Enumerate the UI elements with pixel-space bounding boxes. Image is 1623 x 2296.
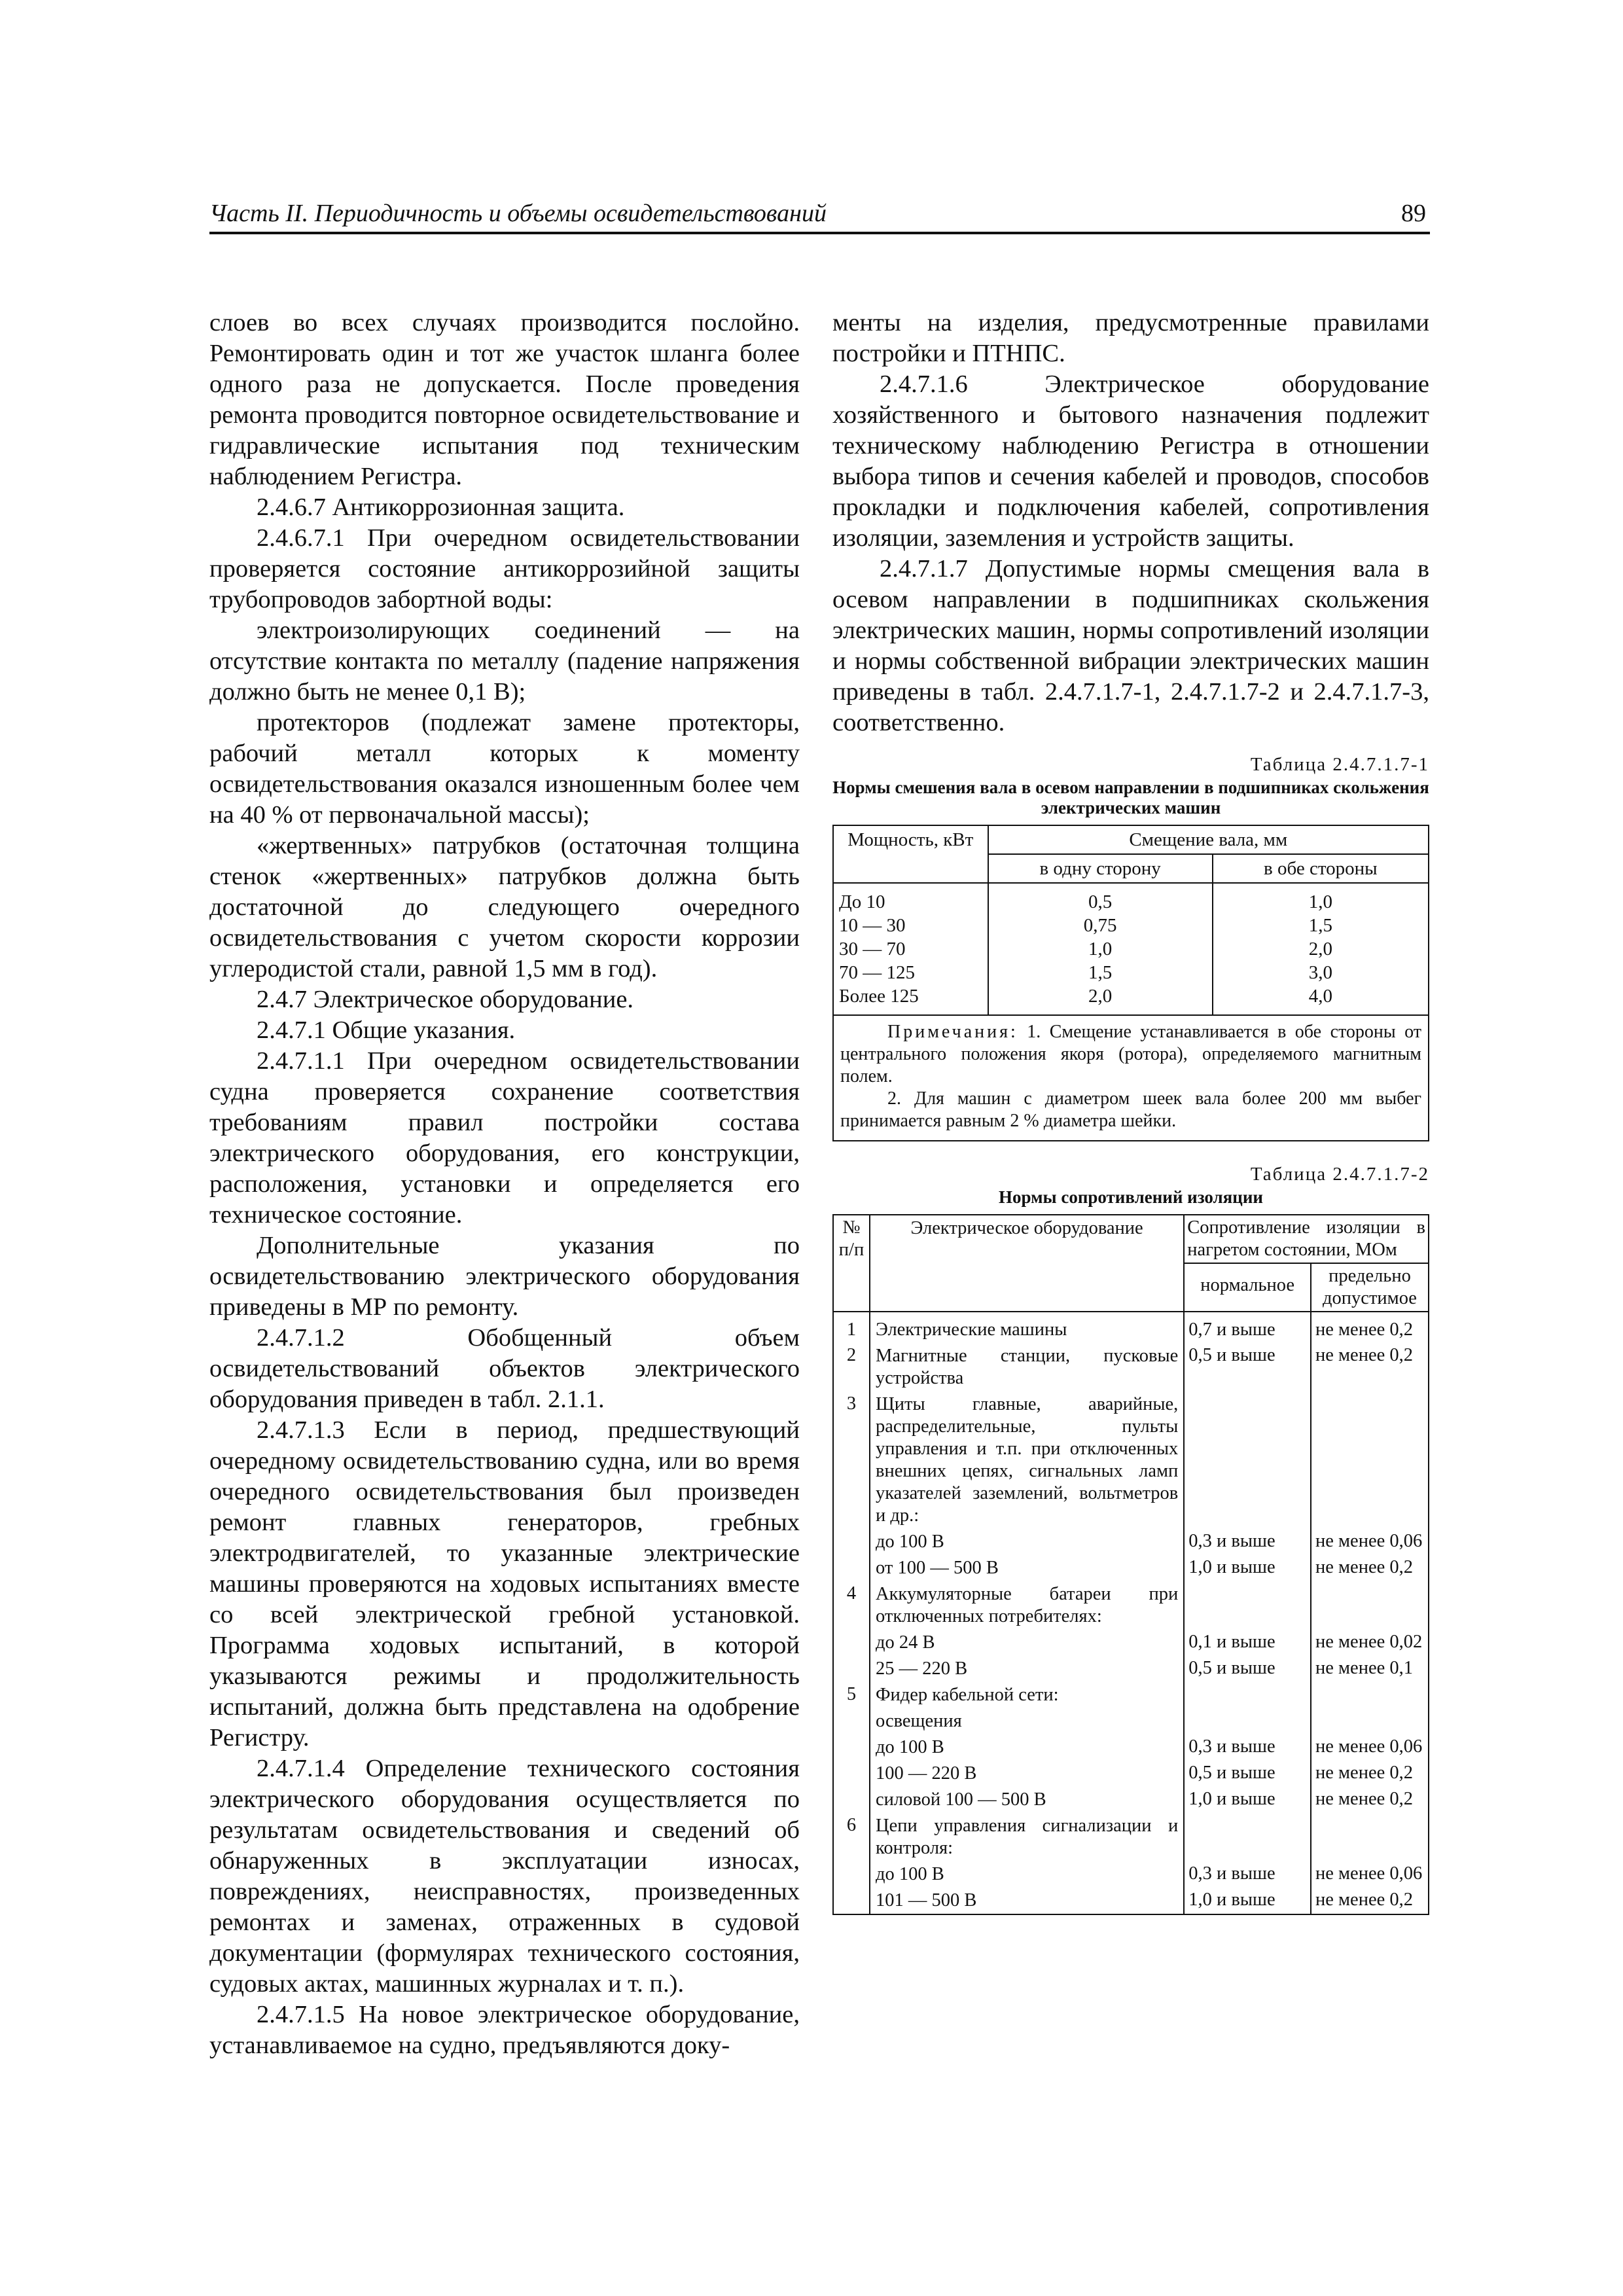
table-cell — [833, 1761, 870, 1787]
table-cell — [1311, 1813, 1429, 1861]
paragraph — [209, 1230, 800, 1323]
table-cell: 2,0 — [988, 984, 1213, 1015]
table-row — [833, 1581, 1429, 1630]
table-cell: 10 — 30 — [833, 914, 988, 937]
table2-header-equipment: Электрическое оборудование — [870, 1215, 1184, 1312]
paragraph-text: При очередном освидетельствовании проверяется состояние антикоррозийной защиты трубопроводов забортной воды: — [209, 524, 800, 613]
paragraph — [209, 523, 800, 615]
table1-notes — [833, 1015, 1429, 1141]
right-paragraphs — [832, 308, 1429, 738]
table-cell — [833, 1630, 870, 1656]
table-cell: Цепи управления сигнализации и контроля: — [870, 1813, 1184, 1861]
table-row — [833, 1682, 1429, 1708]
table-cell: 1,5 — [988, 961, 1213, 984]
table-cell: 1,0 и выше — [1184, 1787, 1311, 1813]
table-cell: 4 — [833, 1581, 870, 1630]
paragraph — [209, 615, 800, 708]
table-cell — [1311, 1682, 1429, 1708]
paragraph-text: Обобщенный объем освидетельствований объектов электрического оборудования приведен в табл. 2.1.1. — [209, 1324, 800, 1413]
table-row — [833, 883, 1429, 914]
table2-title: Нормы сопротивлений изоляции — [999, 1187, 1263, 1207]
table2-header-resistance: Сопротивление изоляции в нагретом состоянии, МОм — [1184, 1215, 1429, 1263]
table1-note-label: Примечания: — [887, 1022, 1018, 1042]
page-number: 89 — [1401, 200, 1426, 227]
table-cell: не менее 0,2 — [1311, 1888, 1429, 1914]
table-cell: 25 — 220 В — [870, 1656, 1184, 1682]
table-cell: не менее 0,02 — [1311, 1630, 1429, 1656]
table-cell: 0,5 и выше — [1184, 1656, 1311, 1682]
page-header — [209, 200, 1430, 234]
table-cell — [1311, 1391, 1429, 1529]
table-cell: 2 — [833, 1343, 870, 1391]
section-number: 2.4.7.1.7 — [880, 555, 968, 583]
table-cell: 0,3 и выше — [1184, 1529, 1311, 1555]
table2-header-num: № п/п — [833, 1215, 870, 1312]
table-cell: 1,0 и выше — [1184, 1555, 1311, 1581]
table-cell: 0,1 и выше — [1184, 1630, 1311, 1656]
table-row — [833, 937, 1429, 961]
table-cell — [833, 1861, 870, 1888]
table-cell: не менее 0,2 — [1311, 1343, 1429, 1391]
paragraph — [209, 2000, 800, 2061]
table-row — [833, 1529, 1429, 1555]
table-cell: 30 — 70 — [833, 937, 988, 961]
table-cell: 3 — [833, 1391, 870, 1529]
table-cell — [1311, 1708, 1429, 1734]
table-cell — [833, 1555, 870, 1581]
table1-note2: 2. Для машин с диаметром шеек вала более 200 мм выбег принимается равным 2 % диаметра шейки. — [840, 1088, 1421, 1131]
table-row — [833, 1787, 1429, 1813]
table-row — [833, 1343, 1429, 1391]
table2-header-limit: предельно допустимое — [1311, 1263, 1429, 1312]
table1-header-power: Мощность, кВт — [833, 825, 988, 883]
table-cell — [833, 1888, 870, 1914]
table-cell — [833, 1787, 870, 1813]
paragraph — [209, 708, 800, 831]
table-cell: Более 125 — [833, 984, 988, 1015]
paragraph-text: При очередном освидетельствовании судна проверяется сохранение соответствия требованиям правил постройки состава электрического оборудования, его конструкции, расположения, установки и определяется его техническое состояние. — [209, 1047, 800, 1229]
table-row — [833, 1656, 1429, 1682]
paragraph-text: «жертвенных» патрубков (остаточная толщина стенок «жертвенных» патрубков должна быть достаточной до следующего очередного освидетельствования с учетом скорости коррозии углеродистой стали, равной 1,5 мм в год). — [209, 832, 800, 982]
table-cell: не менее 0,06 — [1311, 1529, 1429, 1555]
table-cell: 0,5 и выше — [1184, 1761, 1311, 1787]
paragraph-text: Электрическое оборудование хозяйственного и бытового назначения подлежит техническому наблюдению Регистра в отношении выбора типов и сечения кабелей и проводов, способов прокладки и подключения кабелей, сопротивления изоляции, заземления и устройств защиты. — [832, 370, 1429, 552]
table-row — [833, 1312, 1429, 1343]
right-column — [832, 308, 1429, 1915]
paragraph — [832, 369, 1429, 554]
table-cell: 2,0 — [1213, 937, 1429, 961]
running-title: Часть II. Периодичность и объемы освидетельствований — [209, 200, 827, 227]
table-row — [833, 1813, 1429, 1861]
table-cell: 0,75 — [988, 914, 1213, 937]
table-cell: 101 — 500 В — [870, 1888, 1184, 1914]
table-cell: 0,5 и выше — [1184, 1343, 1311, 1391]
table-cell: не менее 0,06 — [1311, 1734, 1429, 1761]
table-cell: Аккумуляторные батареи при отключенных потребителях: — [870, 1581, 1184, 1630]
table-cell: 1,0 и выше — [1184, 1888, 1311, 1914]
section-number: 2.4.7 — [257, 986, 307, 1013]
paragraph — [209, 1415, 800, 1753]
table-row — [833, 961, 1429, 984]
paragraph-text: Общие указания. — [325, 1016, 516, 1044]
paragraph-text: На новое электрическое оборудование, устанавливаемое на судно, предъявляются доку- — [209, 2001, 800, 2059]
table-row — [833, 1761, 1429, 1787]
paragraph — [832, 308, 1429, 369]
table-cell: Фидер кабельной сети: — [870, 1682, 1184, 1708]
table-cell — [833, 1708, 870, 1734]
paragraph — [209, 308, 800, 492]
table-cell: силовой 100 — 500 В — [870, 1787, 1184, 1813]
shaft-shift-table — [832, 825, 1429, 1141]
table-cell: 0,5 — [988, 883, 1213, 914]
paragraph — [209, 831, 800, 984]
section-number: 2.4.7.1.2 — [257, 1324, 345, 1352]
table-cell: освещения — [870, 1708, 1184, 1734]
paragraph — [209, 984, 800, 1015]
table-cell: 70 — 125 — [833, 961, 988, 984]
section-number: 2.4.7.1.1 — [257, 1047, 345, 1075]
table-cell — [1184, 1391, 1311, 1529]
table-cell: 6 — [833, 1813, 870, 1861]
paragraph-text: электроизолирующих соединений — на отсутствие контакта по металлу (падение напряжения должно быть не менее 0,1 В); — [209, 617, 800, 706]
table-cell: не менее 0,2 — [1311, 1761, 1429, 1787]
table-row — [833, 1888, 1429, 1914]
table-cell: до 100 В — [870, 1529, 1184, 1555]
table-cell: 4,0 — [1213, 984, 1429, 1015]
left-column — [209, 308, 800, 2061]
table-cell: 0,7 и выше — [1184, 1312, 1311, 1343]
table-cell: 3,0 — [1213, 961, 1429, 984]
table-cell: не менее 0,2 — [1311, 1312, 1429, 1343]
table-cell: не менее 0,06 — [1311, 1861, 1429, 1888]
table-row — [833, 1630, 1429, 1656]
section-number: 2.4.6.7 — [257, 493, 326, 521]
table-cell: 0,3 и выше — [1184, 1734, 1311, 1761]
section-number: 2.4.6.7.1 — [257, 524, 345, 552]
table1-note1: 1. Смещение устанавливается в обе стороны от центрального положения якоря (ротора), определяемого магнитным полем. — [840, 1022, 1421, 1086]
table-cell — [1184, 1581, 1311, 1630]
paragraph-text: слоев во всех случаях производится послойно. Ремонтировать один и тот же участок шланга более одного раза не допускается. После проведения ремонта проводится повторное освидетельствование и гидравлические испытания под техническим наблюдением Регистра. — [209, 309, 800, 490]
paragraph — [209, 492, 800, 523]
table-row — [833, 1555, 1429, 1581]
section-number: 2.4.7.1.5 — [257, 2001, 345, 2028]
table-cell — [1184, 1813, 1311, 1861]
paragraph-text: Если в период, предшествующий очередному освидетельствованию судна, или во время очередного освидетельствования был произведен ремонт главных генераторов, гребных электродвигателей, то указанные электрические машины проверяются на ходовых испытаниях вместе со всей электрической гребной установкой. Программа ходовых испытаний, в которой указываются режимы и продолжительность испытаний, должна быть представлена на одобрение Регистру. — [209, 1416, 800, 1751]
table-row — [833, 1391, 1429, 1529]
table-cell — [833, 1529, 870, 1555]
table1-caption: Таблица 2.4.7.1.7-1 — [1250, 754, 1429, 775]
table-cell — [1184, 1708, 1311, 1734]
table-row — [833, 1734, 1429, 1761]
table1-header-both-sides: в обе стороны — [1213, 854, 1429, 883]
table-cell: до 100 В — [870, 1861, 1184, 1888]
table-cell — [833, 1656, 870, 1682]
section-number: 2.4.7.1.6 — [880, 370, 968, 398]
table-cell: 5 — [833, 1682, 870, 1708]
table-cell: 1,0 — [988, 937, 1213, 961]
paragraph-text: Определение технического состояния электрического оборудования осуществляется по результатам освидетельствования и сведений об обнаруженных в эксплуатации износах, повреждениях, неисправностях, произведенных ремонтах и заменах, отраженных в судовой документации (формулярах технического состояния, судовых актах, машинных журналах и т. п.). — [209, 1755, 800, 1998]
paragraph — [832, 554, 1429, 738]
table-cell: 0,3 и выше — [1184, 1861, 1311, 1888]
table-cell: Щиты главные, аварийные, распределительные, пульты управления и т.п. при отключенных внешних цепях, сигнальных ламп указателей заземлений, вольтметров и др.: — [870, 1391, 1184, 1529]
table-cell: 100 — 220 В — [870, 1761, 1184, 1787]
table-cell: не менее 0,2 — [1311, 1787, 1429, 1813]
table-row — [833, 984, 1429, 1015]
table-cell: до 100 В — [870, 1734, 1184, 1761]
paragraph-text: Антикоррозионная защита. — [325, 493, 625, 521]
table-cell: Электрические машины — [870, 1312, 1184, 1343]
table1-header-one-side: в одну сторону — [988, 854, 1213, 883]
table-cell: До 10 — [833, 883, 988, 914]
table-row — [833, 914, 1429, 937]
paragraph — [209, 1323, 800, 1415]
section-number: 2.4.7.1 — [257, 1016, 326, 1044]
paragraph-text: Допустимые нормы смещения вала в осевом направлении в подшипниках скольжения электрических машин, нормы сопротивлений изоляции и нормы собственной вибрации электрических машин приведены в табл. 2.4.7.1.7-1, 2.4.7.1.7-2 и 2.4.7.1.7-3, соответственно. — [832, 555, 1429, 736]
table-cell: 1,5 — [1213, 914, 1429, 937]
table-cell: не менее 0,1 — [1311, 1656, 1429, 1682]
table-cell — [1184, 1682, 1311, 1708]
table-row — [833, 1861, 1429, 1888]
table-cell: от 100 — 500 В — [870, 1555, 1184, 1581]
table2-caption: Таблица 2.4.7.1.7-2 — [1250, 1164, 1429, 1185]
paragraph-text: Электрическое оборудование. — [307, 986, 634, 1013]
paragraph — [209, 1753, 800, 2000]
table-cell — [833, 1734, 870, 1761]
table2-header-normal: нормальное — [1184, 1263, 1311, 1312]
table-cell: 1,0 — [1213, 883, 1429, 914]
paragraph-text: Дополнительные указания по освидетельствованию электрического оборудования приведены в МР по ремонту. — [209, 1232, 800, 1321]
table-cell: до 24 В — [870, 1630, 1184, 1656]
insulation-resistance-table — [832, 1214, 1429, 1915]
paragraph-text: протекторов (подлежат замене протекторы, рабочий металл которых к моменту освидетельствования оказался изношенным более чем на 40 % от первоначальной массы); — [209, 709, 800, 829]
paragraph — [209, 1015, 800, 1046]
section-number: 2.4.7.1.4 — [257, 1755, 345, 1782]
table-cell — [1311, 1581, 1429, 1630]
table-row — [833, 1708, 1429, 1734]
paragraph — [209, 1046, 800, 1230]
table1-header-shift: Смещение вала, мм — [988, 825, 1429, 854]
section-number: 2.4.7.1.3 — [257, 1416, 345, 1444]
table1-title: Нормы смешения вала в осевом направлении в подшипниках скольжения электрических машин — [832, 778, 1429, 817]
table-cell: Магнитные станции, пусковые устройства — [870, 1343, 1184, 1391]
paragraph-text: менты на изделия, предусмотренные правилами постройки и ПТНПС. — [832, 309, 1429, 367]
table-cell: не менее 0,2 — [1311, 1555, 1429, 1581]
table-cell: 1 — [833, 1312, 870, 1343]
